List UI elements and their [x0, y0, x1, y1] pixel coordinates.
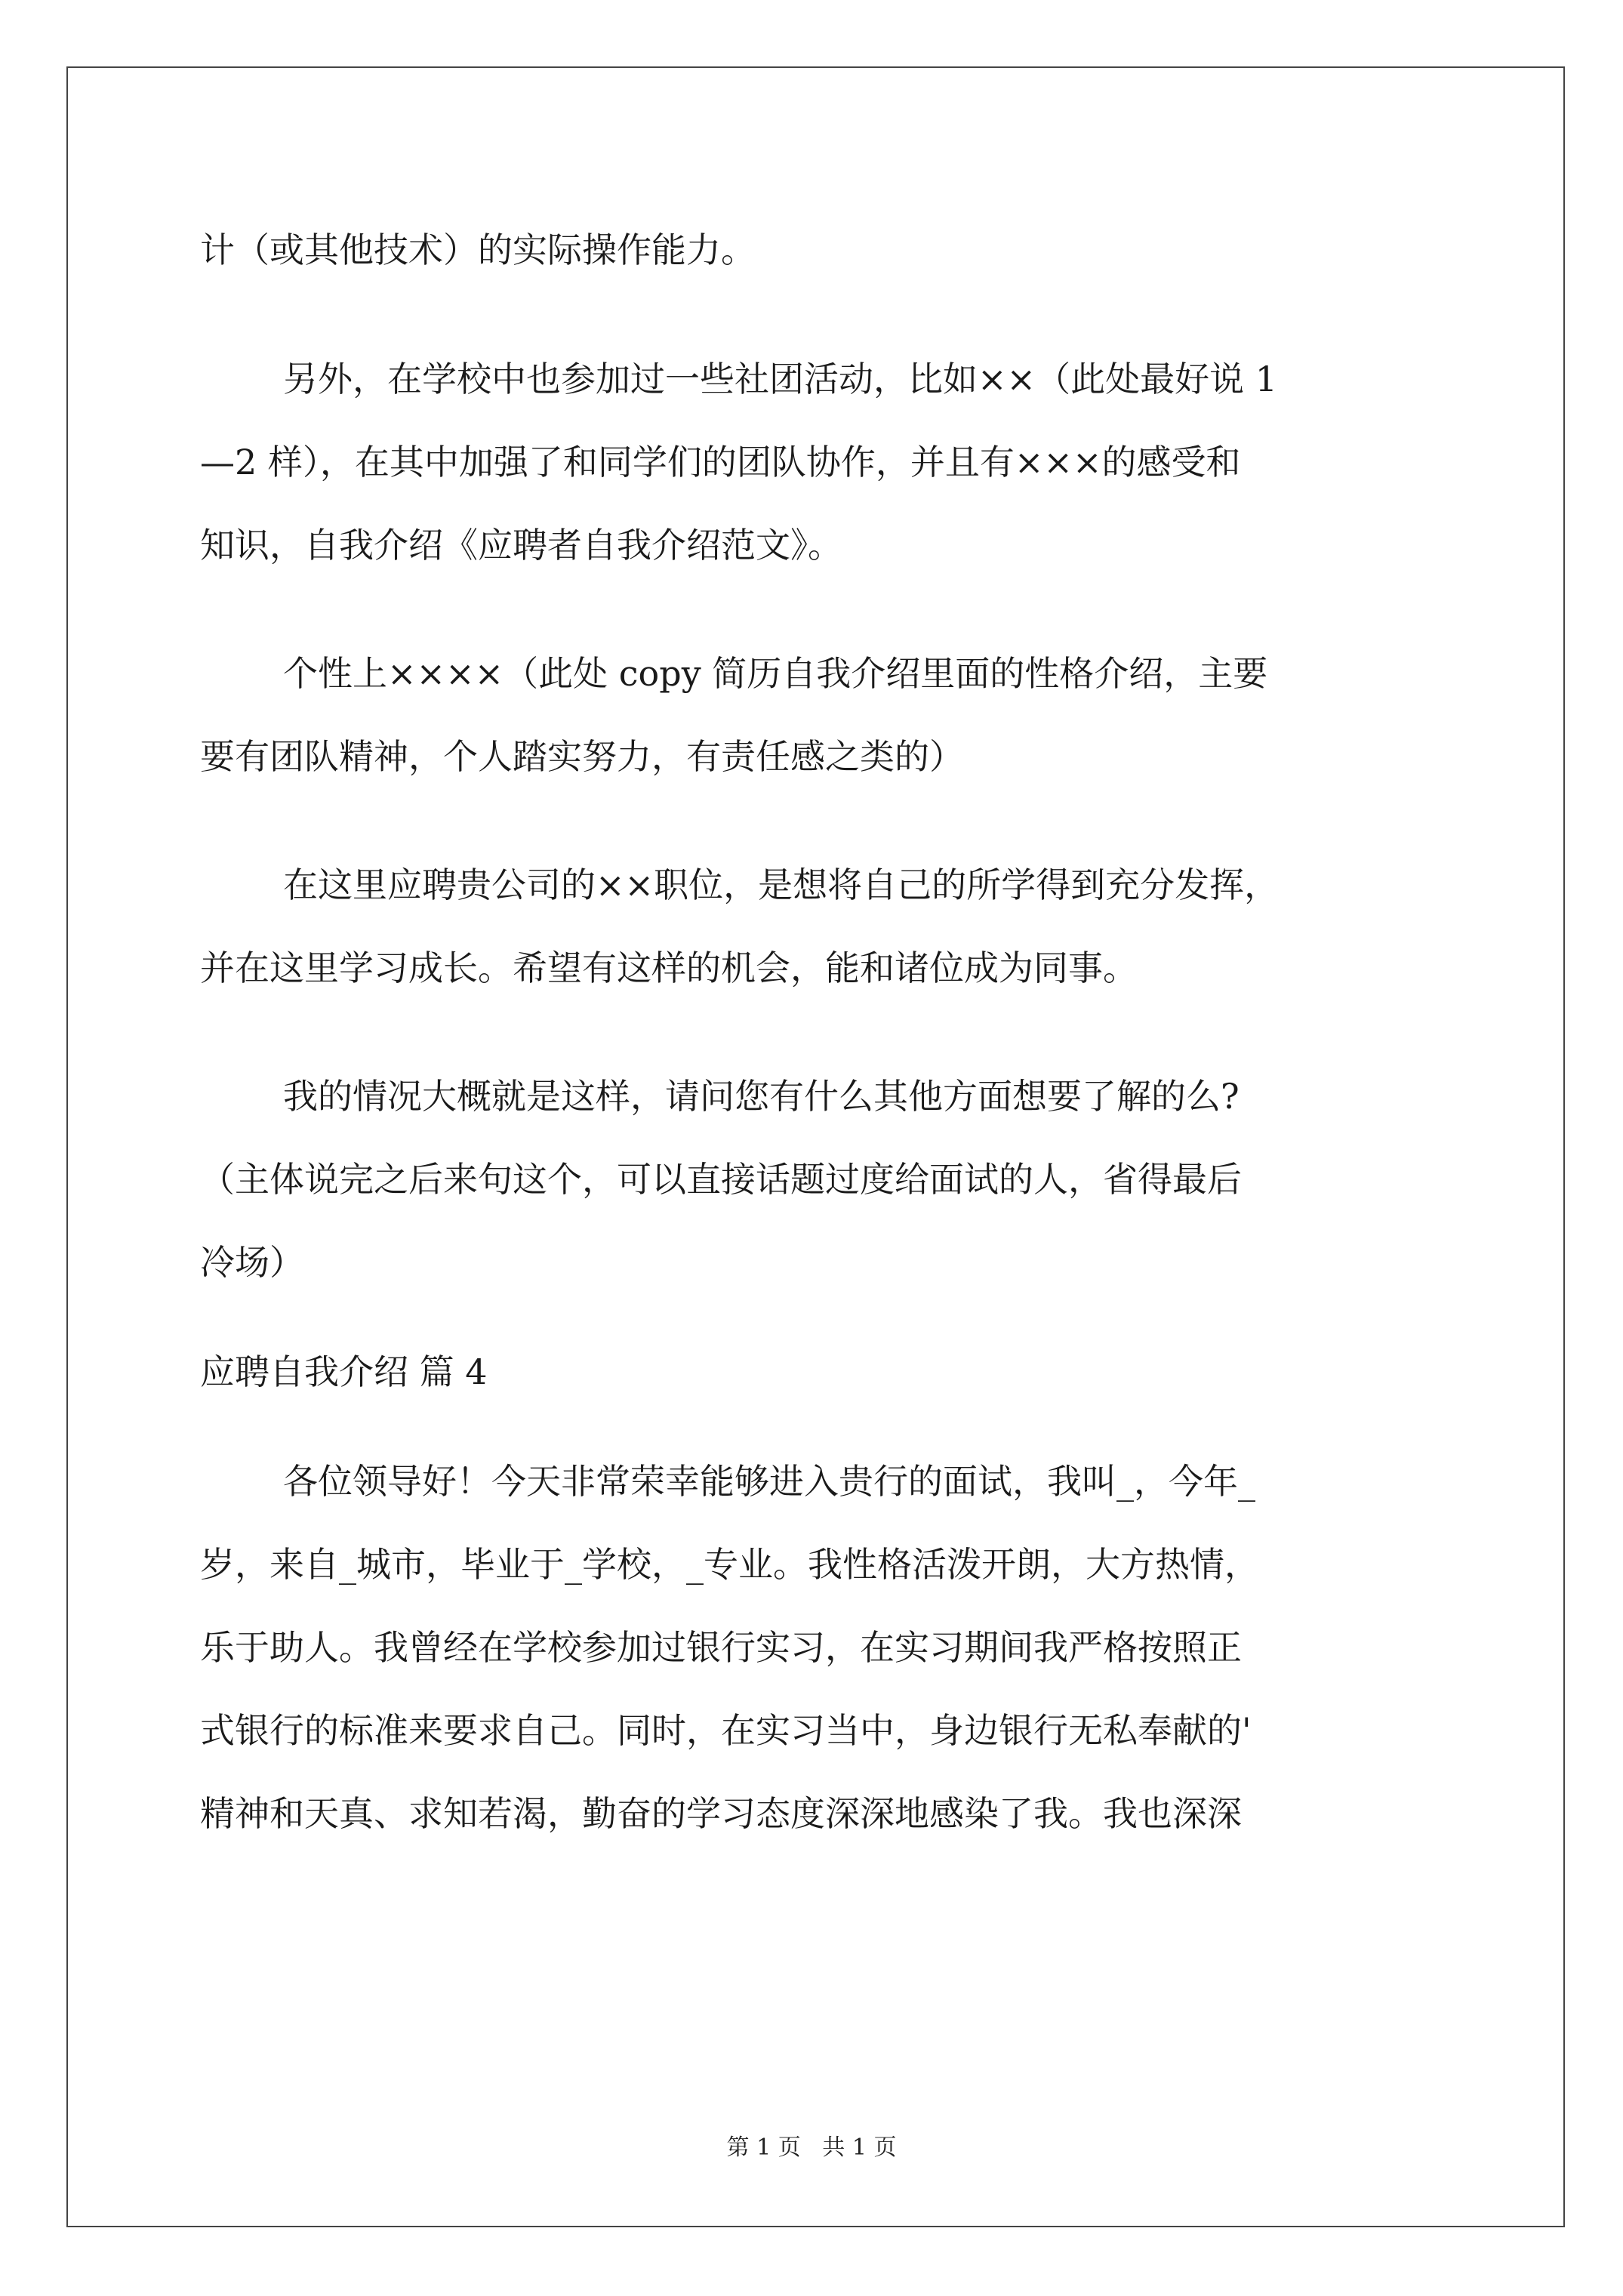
paragraph-line: 在这里应聘贵公司的××职位，是想将自己的所学得到充分发挥， [283, 864, 1280, 905]
paragraph-line: 岁，来自_城市，毕业于_学校，_专业。我性格活泼开朗，大方热情， [200, 1544, 1259, 1585]
paragraph-line: 知识，自我介绍《应聘者自我介绍范文》。 [200, 525, 842, 566]
paragraph-line: 式银行的标准来要求自己。同时，在实习当中，身边银行无私奉献的' [200, 1710, 1252, 1751]
paragraph-line: 精神和天真、求知若渴，勤奋的学习态度深深地感染了我。我也深深 [200, 1793, 1242, 1834]
paragraph-line: 冷场） [200, 1242, 304, 1283]
section-heading: 应聘自我介绍 篇 4 [200, 1351, 488, 1392]
paragraph-line: 个性上××××（此处 copy 简历自我介绍里面的性格介绍，主要 [283, 653, 1268, 694]
paragraph-line: 要有团队精神，个人踏实努力，有责任感之类的） [200, 736, 964, 777]
paragraph-line: 我的情况大概就是这样，请问您有什么其他方面想要了解的么? [283, 1076, 1240, 1117]
paragraph-line: 另外，在学校中也参加过一些社团活动，比如××（此处最好说 1 [283, 359, 1277, 399]
paragraph-line: （主体说完之后来句这个，可以直接话题过度给面试的人，省得最后 [200, 1159, 1242, 1200]
paragraph-line: 乐于助人。我曾经在学校参加过银行实习，在实习期间我严格按照正 [200, 1627, 1242, 1668]
paragraph-line: —2 样），在其中加强了和同学们的团队协作，并且有×××的感受和 [200, 442, 1241, 482]
paragraph-line: 计（或其他技术）的实际操作能力。 [200, 230, 756, 270]
page-footer: 第 1 页 共 1 页 [726, 2134, 897, 2161]
paragraph-line: 并在这里学习成长。希望有这样的机会，能和诸位成为同事。 [200, 948, 1138, 988]
paragraph-line: 各位领导好！今天非常荣幸能够进入贵行的面试，我叫_，今年_ [283, 1461, 1255, 1502]
